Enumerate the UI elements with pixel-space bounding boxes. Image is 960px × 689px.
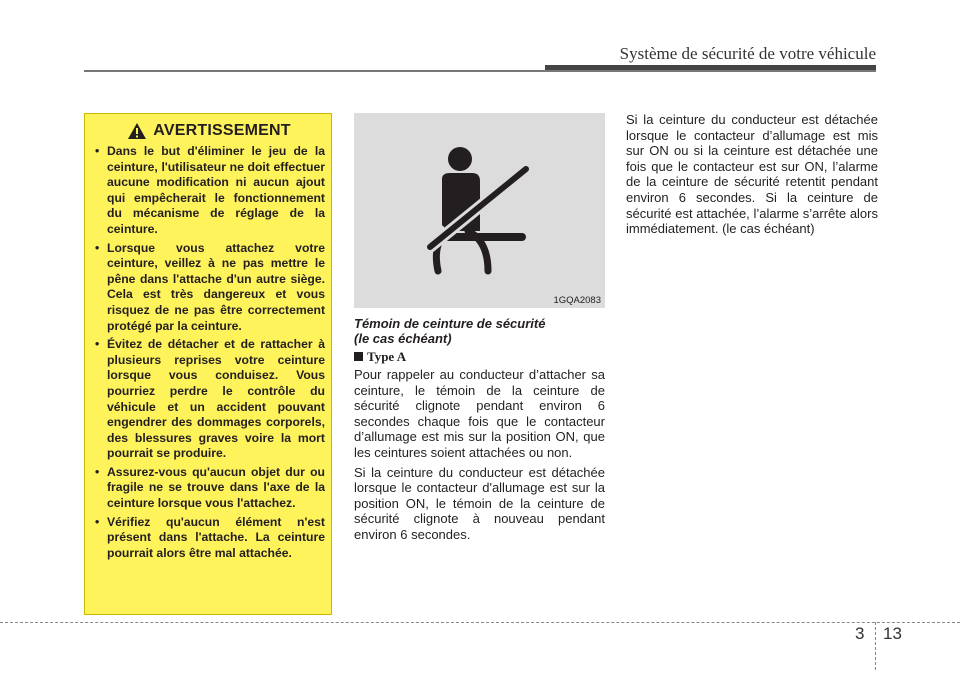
type-heading (354, 349, 605, 365)
footer-rule (0, 622, 960, 623)
section-subtitle-line2: (le cas échéant) (354, 331, 452, 346)
page-header-title: Système de sécurité de votre véhicule (619, 44, 876, 63)
warning-item: • Vérifiez qu'aucun élément n'est présent dans l'attache. La ceinture pourrait alors être mal attachée. (93, 515, 325, 562)
header-rule (84, 70, 876, 72)
warning-header (93, 122, 325, 140)
warning-item: • Lorsque vous attachez votre ceinture, veillez à ne pas mettre le pêne dans l'attache d'un autre siège. Cela est très dangereux et vous risquez de ne pas être correctement protégé par la ceinture. (93, 241, 325, 335)
chapter-number: 3 (855, 624, 865, 643)
type-label: Type A (367, 349, 407, 364)
paragraph: Pour rappeler au conducteur d’attacher sa ceinture, le témoin de la ceinture de sécurité clignote pendant environ 6 secondes chaque fois que le contacteur d’allumage est mis sur la position ON, que les ceintures soient attachées ou non. (354, 367, 605, 460)
warning-box (84, 113, 332, 615)
seatbelt-warning-icon (424, 143, 539, 278)
seatbelt-figure (354, 113, 605, 308)
warning-list (93, 144, 325, 561)
section-subtitle-line1: Témoin de ceinture de sécurité (354, 316, 546, 331)
paragraph: Si la ceinture du conducteur est détachée lorsque le contacteur d’allumage est mis sur ON ou si la ceinture est détachée une fois que le contacteur est sur ON, l’alarme de la ceinture de sécurité retentit pendant environ 6 secondes. Si la ceinture de sécurité est attachée, l’alarme s’arrête alors immédiatement. (le cas échéant) (626, 112, 878, 237)
figure-code: 1GQA2083 (553, 295, 601, 306)
warning-item: • Évitez de détacher et de rattacher à plusieurs reprises votre ceinture lorsque vous conduisez. Vous pourriez perdre le contrôle du véhicule et un accident pouvant engendrer des dommages corporels, des blessures graves voire la mort pourrait se produire. (93, 337, 325, 462)
right-column (626, 112, 878, 241)
warning-item: • Dans le but d'éliminer le jeu de la ceinture, l'utilisateur ne doit effectuer aucune modification ni aucun ajout qui empêcherait le fonctionnement du mécanisme de réglage de la ceinture. (93, 144, 325, 238)
section-subtitle (354, 316, 605, 346)
warning-item: • Assurez-vous qu'aucun objet dur ou fragile ne se trouve dans l'axe de la ceinture lorsque vous l'attachez. (93, 465, 325, 512)
footer-divider (875, 622, 876, 670)
paragraph: Si la ceinture du conducteur est détachée lorsque le contacteur d'allumage est sur la position ON, le témoin de la ceinture de sécurité clignote à nouveau pendant environ 6 secondes. (354, 464, 605, 542)
warning-triangle-icon (127, 122, 147, 140)
square-bullet-icon (354, 352, 363, 361)
section-column (354, 316, 605, 547)
warning-title: AVERTISSEMENT (153, 122, 291, 139)
page-number: 13 (883, 624, 902, 643)
